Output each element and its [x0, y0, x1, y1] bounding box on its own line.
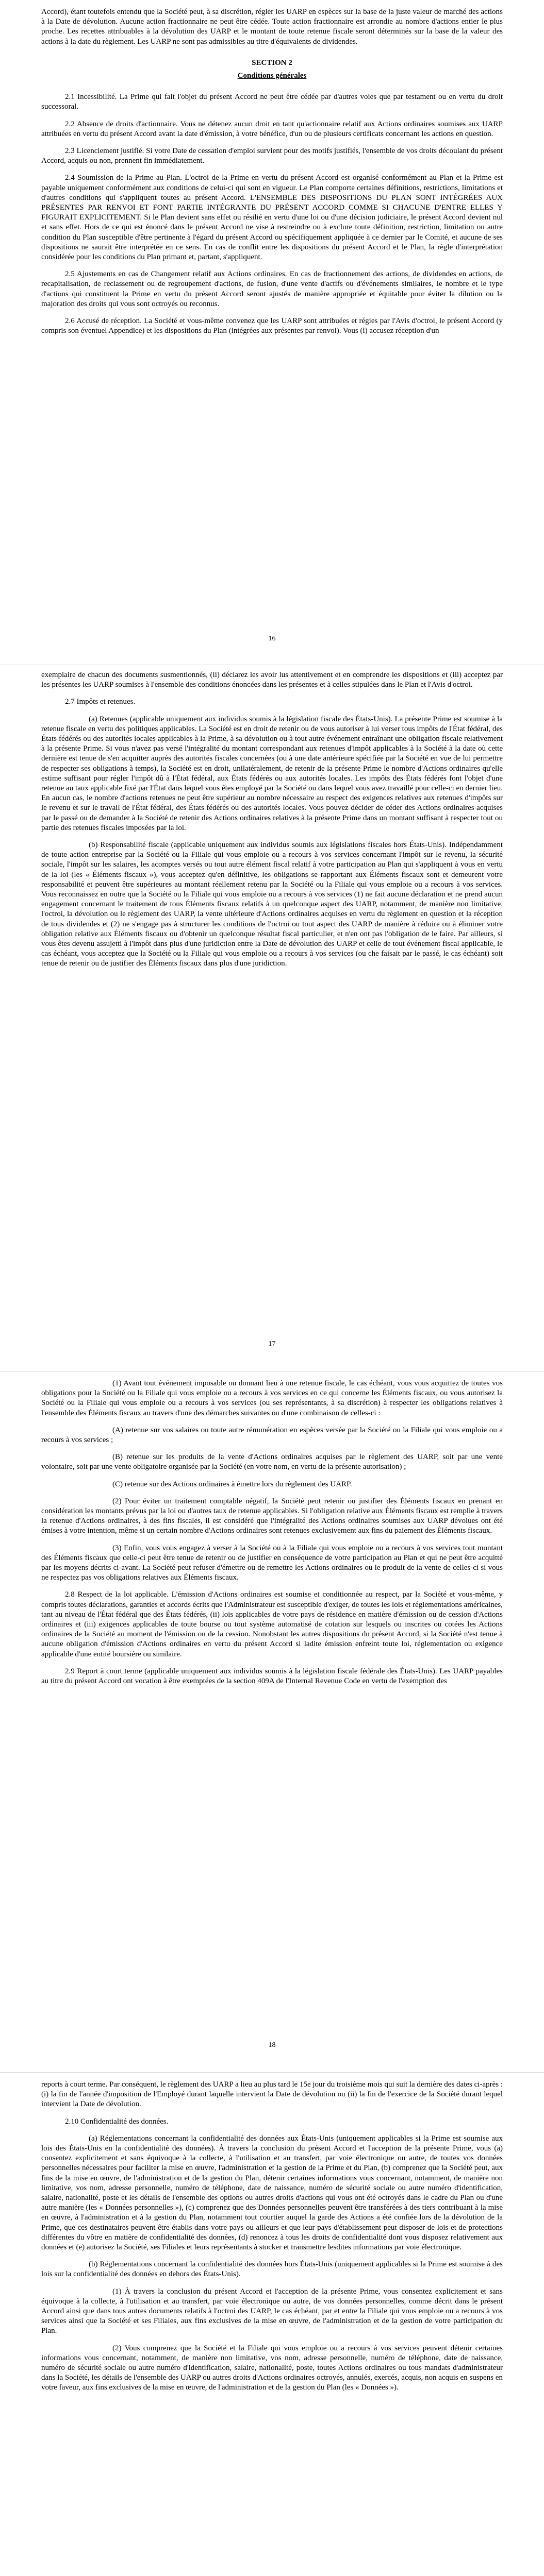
paragraph: exemplaire de chacun des documents susmentionnés, (ii) déclarez les avoir lus attentivement et en comprendre les dispositions et (iii) acceptez par les présentes les UARP soumises à l'ensemble des conditions énoncées dans les présentes et à celles stipulées dans le Plan et l'Avis d'octroi. — [41, 671, 503, 689]
page-number: 18 — [268, 2041, 276, 2049]
clause-2-7-b-1: (1) Avant tout événement imposable ou donnant lieu à une retenue fiscale, le cas échéant, vous vous acquittez de toutes vos obligations pour la Société ou la Filiale qui vous emploie ou a recours à vos services en ce qui concerne les Éléments fiscaux, ou vous autorisez la Société ou la Filiale qui vous emploie ou a recours à vos services (ou ses représentants, à sa discrétion) à respecter les obligations relatives à l'ensemble des Éléments fiscaux au travers d'une des démarches suivantes ou d'une combinaison de celles-ci : — [41, 1379, 503, 1417]
clause-2-7: 2.7 Impôts et retenues. — [65, 698, 136, 706]
clause-2-5: 2.5 Ajustements en cas de Changement relatif aux Actions ordinaires. En cas de fractionnement des actions, de dividendes en actions, de recapitalisation, de reclassement ou de regroupement d'actions, de fusion, d'une vente d'actifs ou d'événements similaires, le nombre et le type d'actions qui constituent la Prime en vertu du présent Accord seront ajustés de manière appropriée et équitable pour éviter la dilution ou la majoration des droits qui vous sont octroyés ou reconnus. — [41, 270, 503, 308]
clause-2-7-b: (b) Responsabilité fiscale (applicable uniquement aux individus soumis aux législations fiscales hors États-Unis). Indépendamment de toute action entreprise par la Société ou la Filiale qui vous emploie ou a recours à vos services concernant l'impôt sur le revenu, la sécurité sociale, l'impôt sur les salaires, les acomptes versés ou tout autre élément fiscal relatif à votre participation au Plan qui s'appliquent à vous en vertu de la loi (les « Éléments fiscaux »), vous acceptez qu'en définitive, les obligations se rapportant aux Éléments fiscaux sont et demeurent votre responsabilité et peuvent être supérieures au montant réellement retenu par la Société ou la Filiale qui vous emploie ou a recours à vos services. Vous reconnaissez en outre que la Société ou la Filiale qui vous emploie ou a recours à vos services (1) ne fait aucune déclaration et ne prend aucun engagement concernant le traitement de tous Éléments fiscaux relatifs à un quelconque aspect des UARP, notamment, de manière non limitative, l'octroi, la dévolution ou le règlement des UARP, la vente ultérieure d'Actions ordinaires acquises en vertu du règlement en question et la réception de tous dividendes et (2) ne s'engage pas à structurer les conditions de l'octroi ou tout aspect des UARP de manière à réduire ou à éliminer votre obligation relative aux Éléments fiscaux ou d'obtenir un quelconque résultat fiscal particulier, et n'en ont pas l'obligation de le faire. Par ailleurs, si vous êtes devenu assujetti à l'impôt dans plus d'une juridiction entre la Date de dévolution des UARP et celle de tout événement fiscal applicable, le cas échéant, vous acceptez que la Société ou la Filiale qui vous emploie ou a recours à vos services (ou che faisait par le passé, le cas échéant) soit tenue de retenir ou de justifier des Éléments fiscaux dans plus d'une juridiction. — [41, 841, 503, 968]
document-page-16 — [0, 0, 544, 665]
clause-2-10-a: (a) Réglementations concernant la confidentialité des données aux États-Unis (uniquement applicables si la Prime est soumise aux lois des États-Unis en la confidentialité des données). À travers la conclusion du présent Accord et l'acception de la présente Prime, vous (a) consentez explicitement et sans équivoque à la collecte, à l'utilisation et au transfert, par voie électronique ou autre, de toutes vos données personnelles nécessaires pour faciliter la mise en œuvre, l'administration et la gestion de la Prime et du Plan, (b) comprenez que la Société peut, aux fins de la mise en œuvre, de l'administration et de la gestion du Plan, détenir certaines informations vous concernant, notamment, de manière non limitative, vos nom, adresse personnelle, numéro de téléphone, date de naissance, numéro de sécurité sociale ou autre numéro d'identification, salaire, nationalité, poste et les détails de l'ensemble des options ou autres droits d'actions qui vous ont été octroyés dans le cadre du Plan ou d'une autre manière (les « Données personnelles »), (c) comprenez que des Données personnelles peuvent être transférées à des tiers contribuant à la mise en œuvre, à l'administration et à la gestion du Plan, notamment tout courtier auquel la garde des Actions a été confiée lors de la dévolution de la Prime, que ces destinataires peuvent être établis dans votre pays ou ailleurs et que leur pays d'établissement peut disposer de lois et de protections différentes du vôtre en matière de confidentialité des données, (d) renoncez à tous les droits de confidentialité dont vous disposez relativement aux données et (e) autorisez la Société, ses Filiales et leurs représentants à stocker et transmettre lesdites informations par voie électronique. — [41, 2134, 503, 2252]
clause-2-7-b-2: (2) Pour éviter un traitement comptable négatif, la Société peut retenir ou justifier des Éléments fiscaux en prenant en considération les montants prévus par la loi ou d'autres taux de retenue applicables. Si l'obligation relative aux Éléments fiscaux est remplie à travers la retenue d'Actions ordinaires, à des fins fiscales, il est considéré que l'intégralité des Actions ordinaires soumises aux UARP dévolues ont été émises à votre intention, même si un certain nombre d'Actions ordinaires sont retenues exclusivement aux fins du paiement des Éléments fiscaux. — [41, 1497, 503, 1535]
paragraph: reports à court terme. Par conséquent, le règlement des UARP a lieu au plus tard le 15e jour du troisième mois qui suit la dernière des dates ci-après : (i) la fin de l'année d'imposition de l'Employé durant laquelle intervient la Date de dévolution ou (ii) la fin de l'exercice de la Société durant lequel intervient la Date de dévolution. — [41, 2080, 503, 2109]
document-page-17 — [0, 665, 544, 1371]
clause-2-1: 2.1 Incessibilité. La Prime qui fait l'objet du présent Accord ne peut être cédée par d'autres voies que par testament ou en vertu du droit successoral. — [41, 93, 503, 111]
clause-2-7-a: (a) Retenues (applicable uniquement aux individus soumis à la législation fiscale des États-Unis). La présente Prime est soumise à la retenue fiscale en vertu des politiques applicables. La Société est en droit de retenir ou de vous autoriser à lui verser tous impôts de l'État fédéral, des États fédérés ou des autorités locales applicables à la Prime, à sa dévolution ou à tout autre événement entraînant une obligation fiscale relativement à la présente Prime. Si vous n'avez pas versé l'intégralité du montant correspondant aux retenues d'impôt applicables à la Société à la date où cette dernière est tenue de s'en acquitter auprès des autorités fiscales concernées (ou à une date antérieure spécifiée par la Société en vue de lui permettre de respecter ses obligations à temps), la Société est en droit, unilatéralement, de retenir de la présente Prime le nombre d'Actions ordinaires qu'elle estime suffisant pour régler l'impôt dû à l'État fédéral, aux États fédérés ou aux autorités locales. Les impôts des États fédérés font l'objet d'une retenue au taux applicable fixé par l'État dans lequel vous êtes employé par la Société ou dans lequel vous avez travaillé pour celle-ci en dernier lieu. En aucun cas, le nombre d'actions retenues ne peut être supérieur au nombre nécessaire au respect des exigences relatives aux retenues d'impôts sur le revenu et sur le travail de l'État fédéral, des États fédérés ou des autorités locales. Vous pouvez décider de céder des Actions ordinaires acquises par le passé ou de demander à la Société de retenir des Actions ordinaires relatives à la présente Prime dans un montant suffisant à respecter tout ou partie des retenues fiscales imposées par la loi. — [41, 715, 503, 832]
section-subheading: Conditions générales — [237, 72, 307, 80]
clause-2-10-b-1: (1) À travers la conclusion du présent Accord et l'acception de la présente Prime, vous consentez explicitement et sans équivoque à la collecte, à l'utilisation et au transfert, par voie électronique ou autre, de vos données personnelles, comme décrit dans le présent Accord ainsi que dans tous autres documents relatifs à l'octroi des UARP, le cas échéant, par et entre la Filiale qui vous emploie ou a recours à vos services ainsi que la Société et ses Filiales, aux fins exclusives de la mise en œuvre, de l'administration et de la gestion de votre participation du Plan. — [41, 2287, 503, 2335]
clause-2-10-b-2: (2) Vous comprenez que la Société et la Filiale qui vous emploie ou a recours à vos services peuvent détenir certaines informations vous concernant, notamment, de manière non limitative, vos nom, adresse personnelle, numéro de téléphone, date de naissance, numéro de sécurité sociale ou autre numéro d'identification, salaire, nationalité, poste, toutes Actions ordinaires ou tous mandats d'administrateur dans la Société, les détails de l'ensemble des UARP ou autres droits d'Actions ordinaires octroyés, annulés, exercés, acquis, non acquis en suspens en votre faveur, aux fins exclusives de la mise en œuvre, de l'administration et de la gestion du Plan (les « Données »). — [41, 2344, 503, 2392]
document-page-18 — [0, 1371, 544, 2072]
document-page-19 — [0, 2073, 544, 2576]
paragraph: Accord), étant toutefois entendu que la Société peut, à sa discrétion, régler les UARP en espèces sur la base de la juste valeur de marché des actions à la Date de dévolution. Aucune action fractionnaire ne peut être cédée. Toute action fractionnaire est arrondie au nombre d'actions entier le plus proche. Les recettes attribuables à la dévolution des UARP et le montant de toute retenue fiscale seront déterminés sur la base de la valeur des actions à la date du règlement. Les UARP ne sont pas admissibles au titre d'équivalents de dividendes. — [41, 8, 503, 46]
clause-2-9: 2.9 Report à court terme (applicable uniquement aux individus soumis à la législation fiscale fédérale des États-Unis). Les UARP payables au titre du présent Accord ont vocation à être exemptées de la section 409A de l'Internal Revenue Code en vertu de l'exemption des — [41, 1667, 503, 1686]
clause-2-7-b-1-C: (C) retenue sur des Actions ordinaires à émettre lors du règlement des UARP. — [112, 1480, 352, 1488]
clause-2-7-b-1-A: (A) retenue sur vos salaires ou toute autre rémunération en espèces versée par la Société ou la Filiale qui vous emploie ou a recours à vos services ; — [41, 1426, 503, 1445]
clause-2-10: 2.10 Confidentialité des données. — [65, 2117, 169, 2126]
page-number: 16 — [268, 635, 276, 642]
clause-2-2: 2.2 Absence de droits d'actionnaire. Vous ne détenez aucun droit en tant qu'actionnaire relatif aux Actions ordinaires soumises aux UARP attribuées en vertu du présent Accord avant la date d'émission, à votre bénéfice, d'un ou de plusieurs certificats concernant les actions en question. — [41, 120, 503, 138]
clause-2-7-b-3: (3) Enfin, vous vous engagez à verser à la Société ou à la Filiale qui vous emploie ou a recours à vos services tout montant des Éléments fiscaux que celle-ci peut être tenue de retenir ou de justifier en conséquence de votre participation au Plan et qui ne peut être acquitté par les moyens décrits ci-avant. La Société peut refuser d'émettre ou de remettre les Actions ordinaires ou le produit de la vente de celles-ci si vous ne respectez pas vos obligations relatives aux Éléments fiscaux. — [41, 1544, 503, 1582]
page-number: 17 — [268, 1340, 276, 1348]
clause-2-8: 2.8 Respect de la loi applicable. L'émission d'Actions ordinaires est soumise et conditionnée au respect, par la Société et vous-même, y compris toutes déclarations, garanties et accords écrits que l'Administrateur est susceptible d'exiger, de toutes les lois et réglementations américaines, tant au niveau de l'État fédéral que des États fédérés, (ii) lois applicables de votre pays de résidence en matière d'émission ou de cession d'Actions ordinaires et (iii) exigences applicables de toute bourse ou tout système automatisé de cotation sur lesquels ou inscrites ou cotées les Actions ordinaires de la Société au moment de l'émission ou de la cession. Nonobstant les autres dispositions du présent Accord, si la Société n'est tenue à aucune obligation d'émission d'Actions ordinaires en vertu du présent Accord si ladite émission enfreint toute loi, réglementation ou exigence applicable d'une entité boursière ou similaire. — [41, 1590, 503, 1658]
clause-2-6: 2.6 Accusé de réception. La Société et vous-même convenez que les UARP sont attribuées et régies par l'Avis d'octroi, le présent Accord (y compris son éventuel Appendice) et les dispositions du Plan (intégrées aux présentes par renvoi). Vous (i) accusez réception d'un — [41, 317, 503, 335]
clause-2-10-b: (b) Réglementations concernant la confidentialité des données hors États-Unis (uniquement applicables si la Prime est soumise à des lois sur la confidentialité des données en dehors des États-Unis). — [41, 2260, 503, 2279]
clause-2-7-b-1-B: (B) retenue sur les produits de la vente d'Actions ordinaires acquises par le règlement des UARP, soit par une vente volontaire, soit par une vente obligatoire organisée par la Société (en votre nom, en vertu de la présente autorisation) ; — [41, 1453, 503, 1471]
section-heading: SECTION 2 — [252, 58, 292, 67]
clause-2-4: 2.4 Soumission de la Prime au Plan. L'octroi de la Prime en vertu du présent Accord est organisé conformément au Plan et la Prime est payable uniquement conformément aux conditions de celui-ci qui sont en vigueur. Le Plan comporte certaines définitions, restrictions, limitations et d'autres conditions qui s'appliquent toutes au présent Accord. L'ENSEMBLE DES DISPOSITIONS DU PLAN SONT INTÉGRÉES AUX PRÉSENTES PAR RENVOI ET FONT PARTIE INTÉGRANTE DU PRÉSENT ACCORD COMME SI CHACUNE D'ENTRE ELLES Y FIGURAIT EXPLICITEMENT. Si le Plan devient sans effet ou résilié en vertu d'une loi ou d'une décision judiciaire, le présent Accord devient nul et sans effet. Hors de ce qui est énoncé dans le présent Accord ne vise à restreindre ou à exclure toute définition, restriction, limitation ou autre condition du Plan susceptible d'être pertinente à l'égard du présent Accord ou spécifiquement appliquée à ce dernier par le Comité, et aucune de ses dispositions ne saurait être interprétée en ce sens. En cas de conflit entre les dispositions du présent Accord et le Plan, la règle d'interprétation considérée pour les conditions du Plan primant et, partant, s'appliquent. — [41, 174, 503, 262]
clause-2-3: 2.3 Licenciement justifié. Si votre Date de cessation d'emploi survient pour des motifs justifiés, l'ensemble de vos droits découlant du présent Accord, acquis ou non, prennent fin immédiatement. — [41, 147, 503, 165]
